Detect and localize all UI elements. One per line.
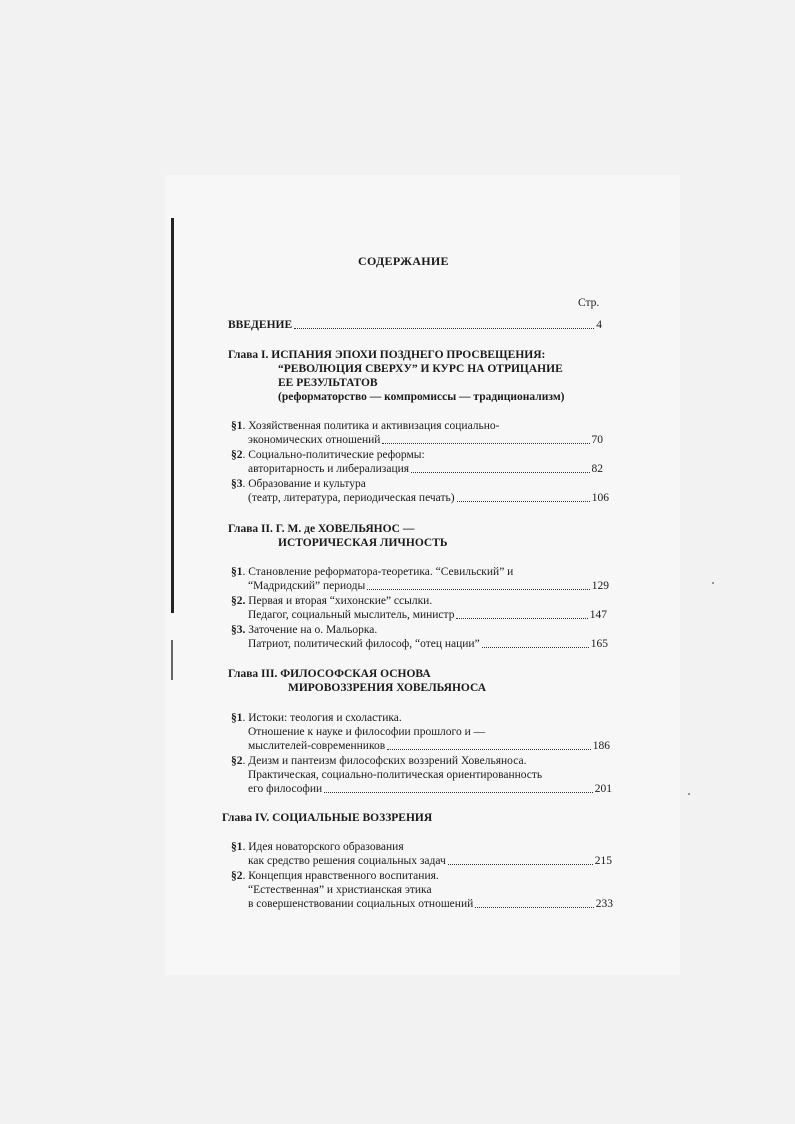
margin-scan-mark bbox=[171, 218, 174, 613]
section-title-continued: экономических отношений bbox=[248, 434, 381, 446]
section-number: §3 bbox=[231, 478, 243, 490]
section-title-continued: Патриот, политический философ, “отец нации” bbox=[248, 638, 480, 650]
section-title: . Образование и культура bbox=[242, 478, 366, 490]
toc-section-3-1[interactable] bbox=[231, 711, 402, 725]
section-title: . Деизм и пантеизм философских воззрений Ховельяноса. bbox=[242, 755, 527, 767]
toc-page-number: 233 bbox=[595, 898, 613, 910]
section-number: §2 bbox=[231, 449, 243, 461]
toc-page-number: 165 bbox=[590, 638, 608, 650]
section-title-continued: Педагог, социальный мыслитель, министр bbox=[248, 609, 455, 621]
section-title: . Становление реформатора-теоретика. “Севильский” и bbox=[242, 566, 514, 578]
toc-section-3-1-line[interactable] bbox=[248, 739, 610, 753]
page-title: СОДЕРЖАНИЕ bbox=[358, 254, 449, 268]
toc-section-3-2[interactable] bbox=[231, 754, 526, 768]
leader-dots bbox=[475, 897, 594, 908]
scan-speck bbox=[712, 582, 714, 584]
toc-page-number: 147 bbox=[589, 609, 607, 621]
leader-dots bbox=[457, 491, 590, 502]
toc-section-1-1-line[interactable] bbox=[248, 433, 603, 447]
section-title: . Идея новаторского образования bbox=[242, 841, 404, 853]
section-number: §2 bbox=[231, 755, 243, 767]
section-title: . Концепция нравственного воспитания. bbox=[242, 870, 439, 882]
section-title-continued: авторитарность и либерализация bbox=[248, 463, 410, 475]
chapter-1-subtitle: (реформаторство — компромиссы — традиционализм) bbox=[278, 391, 565, 403]
toc-page-number: 186 bbox=[592, 740, 610, 752]
section-title: Заточение на о. Мальорка. bbox=[245, 624, 378, 636]
leader-dots bbox=[294, 318, 594, 329]
leader-dots bbox=[448, 854, 593, 865]
toc-section-1-3[interactable] bbox=[231, 477, 366, 491]
toc-page-number: 70 bbox=[591, 434, 603, 446]
toc-section-2-1[interactable] bbox=[231, 565, 513, 579]
toc-section-1-2[interactable] bbox=[231, 448, 425, 462]
margin-scan-mark-lower bbox=[171, 640, 173, 680]
toc-section-4-1-line[interactable] bbox=[248, 854, 612, 868]
toc-section-2-2[interactable] bbox=[231, 594, 432, 608]
toc-page-number: 215 bbox=[594, 855, 612, 867]
section-number: §2. bbox=[231, 595, 246, 607]
section-number: §1 bbox=[231, 420, 243, 432]
section-title-continued: его философии bbox=[248, 783, 323, 795]
toc-section-2-1-line[interactable] bbox=[248, 579, 609, 593]
leader-dots bbox=[482, 637, 589, 648]
section-number: §3. bbox=[231, 624, 246, 636]
toc-section-4-2-line: “Естественная” и христианская этика bbox=[248, 884, 432, 896]
toc-section-2-3[interactable] bbox=[231, 623, 377, 637]
section-title: . Социально-политические реформы: bbox=[242, 449, 425, 461]
toc-section-1-3-line[interactable] bbox=[248, 491, 609, 505]
toc-page-number: 106 bbox=[591, 492, 609, 504]
chapter-3-heading: Глава III. ФИЛОСОФСКАЯ ОСНОВА bbox=[228, 668, 431, 680]
toc-section-4-2[interactable] bbox=[231, 869, 439, 883]
leader-dots bbox=[324, 782, 593, 793]
section-number: §1 bbox=[231, 566, 243, 578]
toc-page-number: 201 bbox=[594, 783, 612, 795]
leader-dots bbox=[367, 579, 590, 590]
toc-section-3-2-line: Практическая, социально-политическая ориентированность bbox=[248, 769, 543, 781]
section-title-continued: мыслителей-современников bbox=[248, 740, 386, 752]
toc-section-1-2-line[interactable] bbox=[248, 462, 603, 476]
chapter-1-heading-line: ЕЕ РЕЗУЛЬТАТОВ bbox=[278, 377, 378, 389]
section-title: . Хозяйственная политика и активизация социально- bbox=[242, 420, 500, 432]
leader-dots bbox=[382, 433, 589, 444]
section-title: Первая и вторая “хихонские” ссылки. bbox=[245, 595, 433, 607]
chapter-2-heading: Глава II. Г. М. де ХОВЕЛЬЯНОС — bbox=[228, 523, 415, 535]
section-title-continued: “Мадридский” периоды bbox=[248, 580, 366, 592]
toc-entry-introduction[interactable] bbox=[228, 318, 602, 332]
toc-page-number: 4 bbox=[596, 319, 602, 331]
section-title: . Истоки: теология и схоластика. bbox=[242, 712, 402, 724]
chapter-2-heading-line: ИСТОРИЧЕСКАЯ ЛИЧНОСТЬ bbox=[278, 537, 448, 549]
chapter-1-heading: Глава I. ИСПАНИЯ ЭПОХИ ПОЗДНЕГО ПРОСВЕЩЕНИЯ: bbox=[228, 349, 546, 361]
toc-page-number: 82 bbox=[591, 463, 603, 475]
toc-section-4-1[interactable] bbox=[231, 840, 404, 854]
leader-dots bbox=[387, 739, 591, 750]
toc-section-3-1-line: Отношение к науке и философии прошлого и — bbox=[248, 726, 486, 738]
toc-section-2-2-line[interactable] bbox=[248, 608, 607, 622]
section-title-continued: (театр, литература, периодическая печать) bbox=[248, 492, 455, 504]
chapter-4-heading: Глава IV. СОЦИАЛЬНЫЕ ВОЗЗРЕНИЯ bbox=[222, 812, 433, 824]
toc-section-1-1[interactable] bbox=[231, 419, 500, 433]
toc-section-4-2-line[interactable] bbox=[248, 897, 613, 911]
chapter-1-heading-line: “РЕВОЛЮЦИЯ СВЕРХУ” И КУРС НА ОТРИЦАНИЕ bbox=[278, 363, 563, 375]
toc-section-2-3-line[interactable] bbox=[248, 637, 608, 651]
leader-dots bbox=[411, 462, 589, 473]
toc-page-number: 129 bbox=[591, 580, 609, 592]
section-number: §1 bbox=[231, 841, 243, 853]
toc-entry-label: ВВЕДЕНИЕ bbox=[228, 319, 293, 331]
section-title-continued: в совершенствовании социальных отношений bbox=[248, 898, 474, 910]
scan-speck bbox=[688, 793, 690, 795]
section-number: §1 bbox=[231, 712, 243, 724]
section-number: §2 bbox=[231, 870, 243, 882]
page-column-header: Стр. bbox=[578, 297, 600, 309]
section-title-continued: как средство решения социальных задач bbox=[248, 855, 446, 867]
toc-section-3-2-line[interactable] bbox=[248, 782, 612, 796]
chapter-3-heading-line: МИРОВОЗЗРЕНИЯ ХОВЕЛЬЯНОСА bbox=[288, 682, 487, 694]
leader-dots bbox=[456, 608, 587, 619]
